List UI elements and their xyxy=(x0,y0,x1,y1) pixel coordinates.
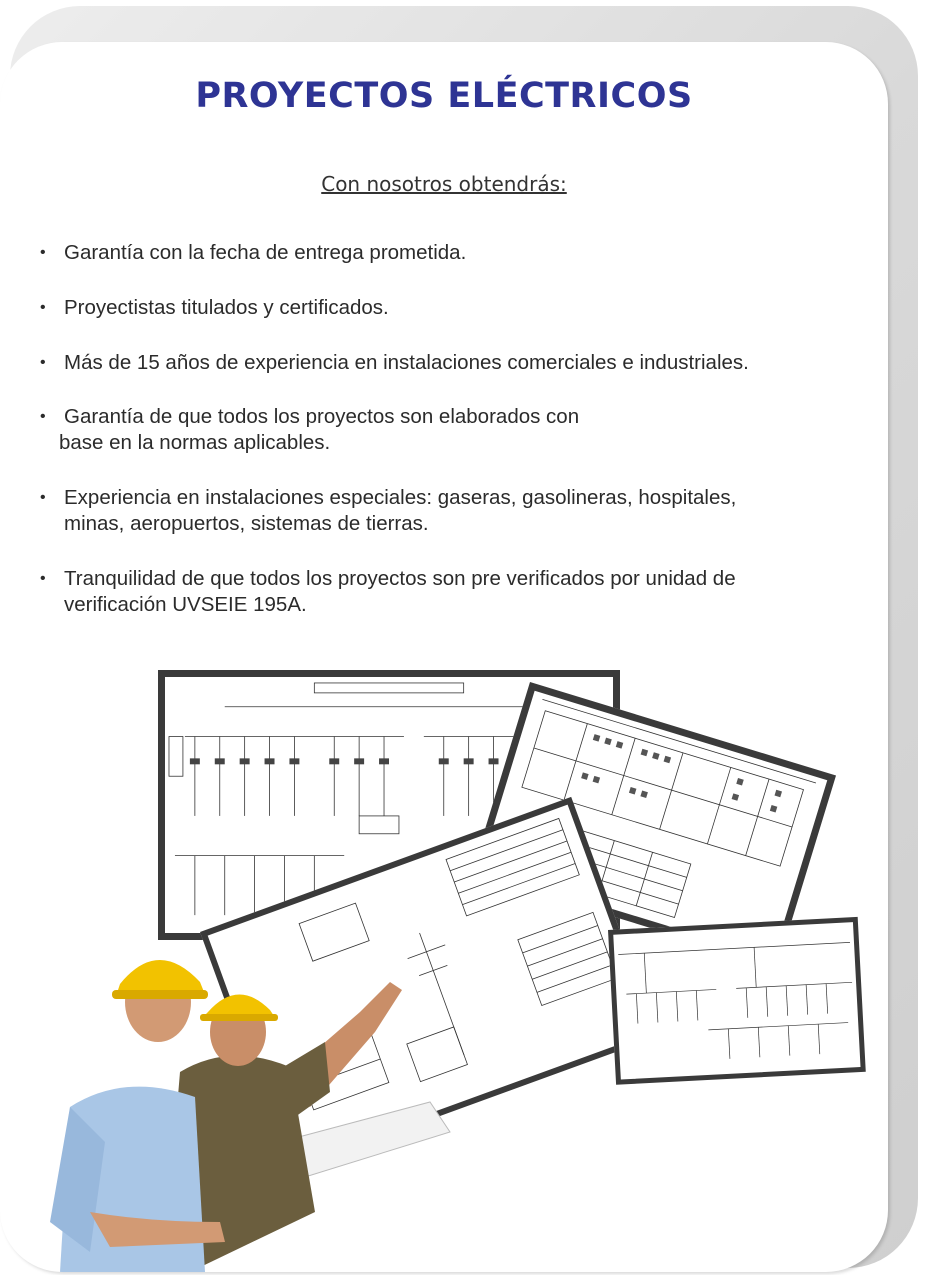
distribution-diagram-sheet xyxy=(608,917,866,1085)
page-title: PROYECTOS ELÉCTRICOS xyxy=(195,76,693,116)
drawings-collage xyxy=(0,42,888,1272)
engineers-illustration xyxy=(30,892,470,1272)
item-text-continued: verificación UVSEIE 195A. xyxy=(64,593,307,616)
item-text: Tranquilidad de que todos los proyectos son pre verificados por unidad de xyxy=(64,567,736,590)
item-text-continued: minas, aeropuertos, sistemas de tierras. xyxy=(64,512,429,535)
item-text: Garantía de que todos los proyectos son elaborados con xyxy=(64,405,580,428)
item-text: Proyectistas titulados y certificados. xyxy=(64,296,389,319)
flyer-card xyxy=(0,42,888,1272)
item-text: Experiencia en instalaciones especiales: gaseras, gasolineras, hospitales, xyxy=(64,486,737,509)
item-text-continued: base en la normas aplicables. xyxy=(59,431,331,454)
page-subtitle: Con nosotros obtendrás: xyxy=(321,172,567,196)
item-text: Garantía con la fecha de entrega prometida. xyxy=(64,241,467,264)
item-text: Más de 15 años de experiencia en instalaciones comerciales e industriales. xyxy=(64,351,749,374)
distribution-diagram-drawing xyxy=(613,922,860,1079)
